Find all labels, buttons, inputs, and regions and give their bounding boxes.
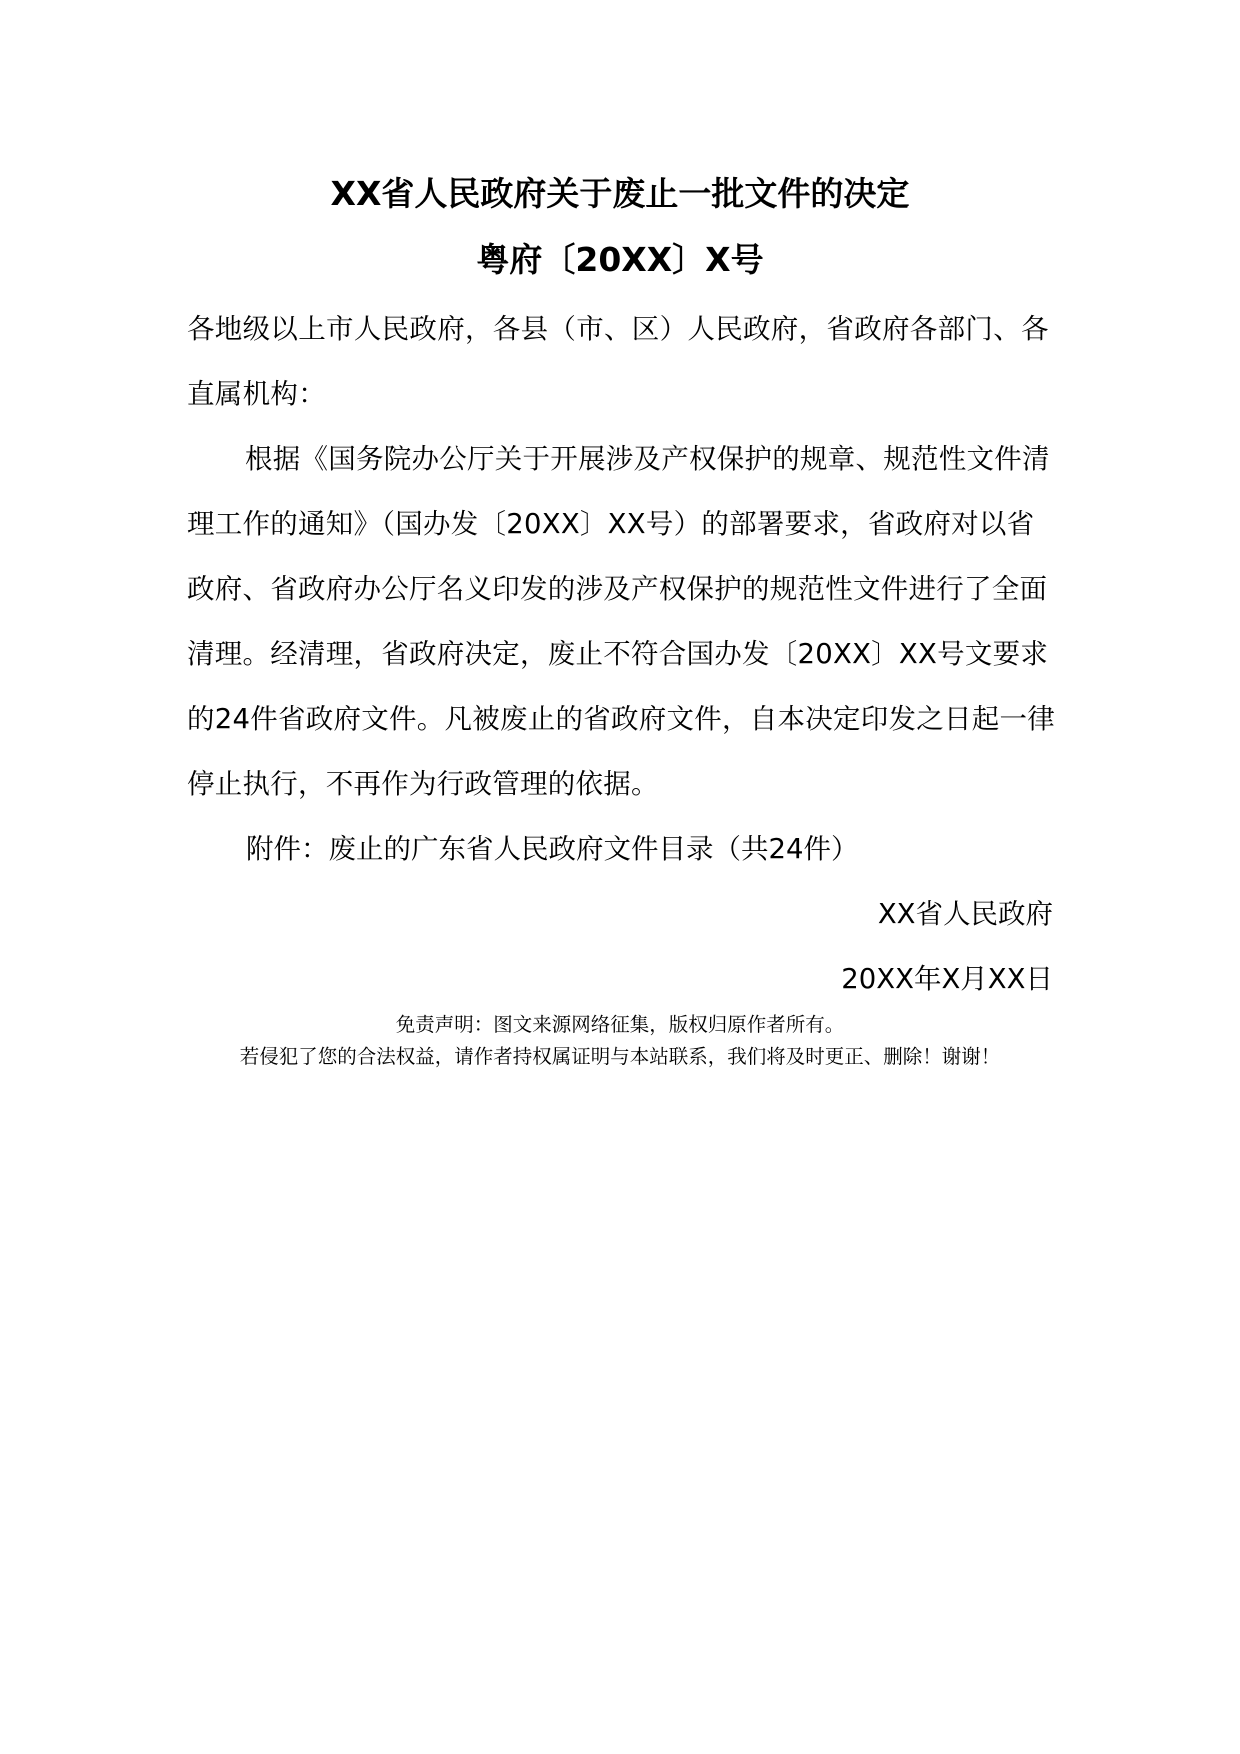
document-number: 粤府〔20XX〕X号 bbox=[476, 240, 764, 279]
signature-organization: XX省人民政府 bbox=[877, 898, 1053, 930]
attachment-line: 附件：废止的广东省人民政府文件目录（共24件） bbox=[246, 833, 859, 865]
document-title: XX省人民政府关于废止一批文件的决定 bbox=[330, 174, 910, 213]
signature-date: 20XX年X月XX日 bbox=[841, 963, 1053, 995]
disclaimer-line-2: 若侵犯了您的合法权益，请作者持权属证明与本站联系，我们将及时更正、删除！谢谢！ bbox=[239, 1045, 1001, 1068]
salutation: 各地级以上市人民政府，各县（市、区）人民政府，省政府各部门、各直属机构： bbox=[187, 313, 1049, 410]
body-paragraph: 根据《国务院办公厅关于开展涉及产权保护的规章、规范性文件清理工作的通知》（国办发〔20XX〕XX号）的部署要求，省政府对以省政府、省政府办公厅名义印发的涉及产权保护的规范性文件进行了全面清理。经清理，省政府决定，废止不符合国办发〔20XX〕XX号文要求的24件省政府文件。凡被废止的省政府文件，自本决定印发之日起一律停止执行，不再作为行政管理的依据。 bbox=[187, 443, 1055, 800]
disclaimer-line-1: 免责声明：图文来源网络征集，版权归原作者所有。 bbox=[395, 1013, 845, 1036]
